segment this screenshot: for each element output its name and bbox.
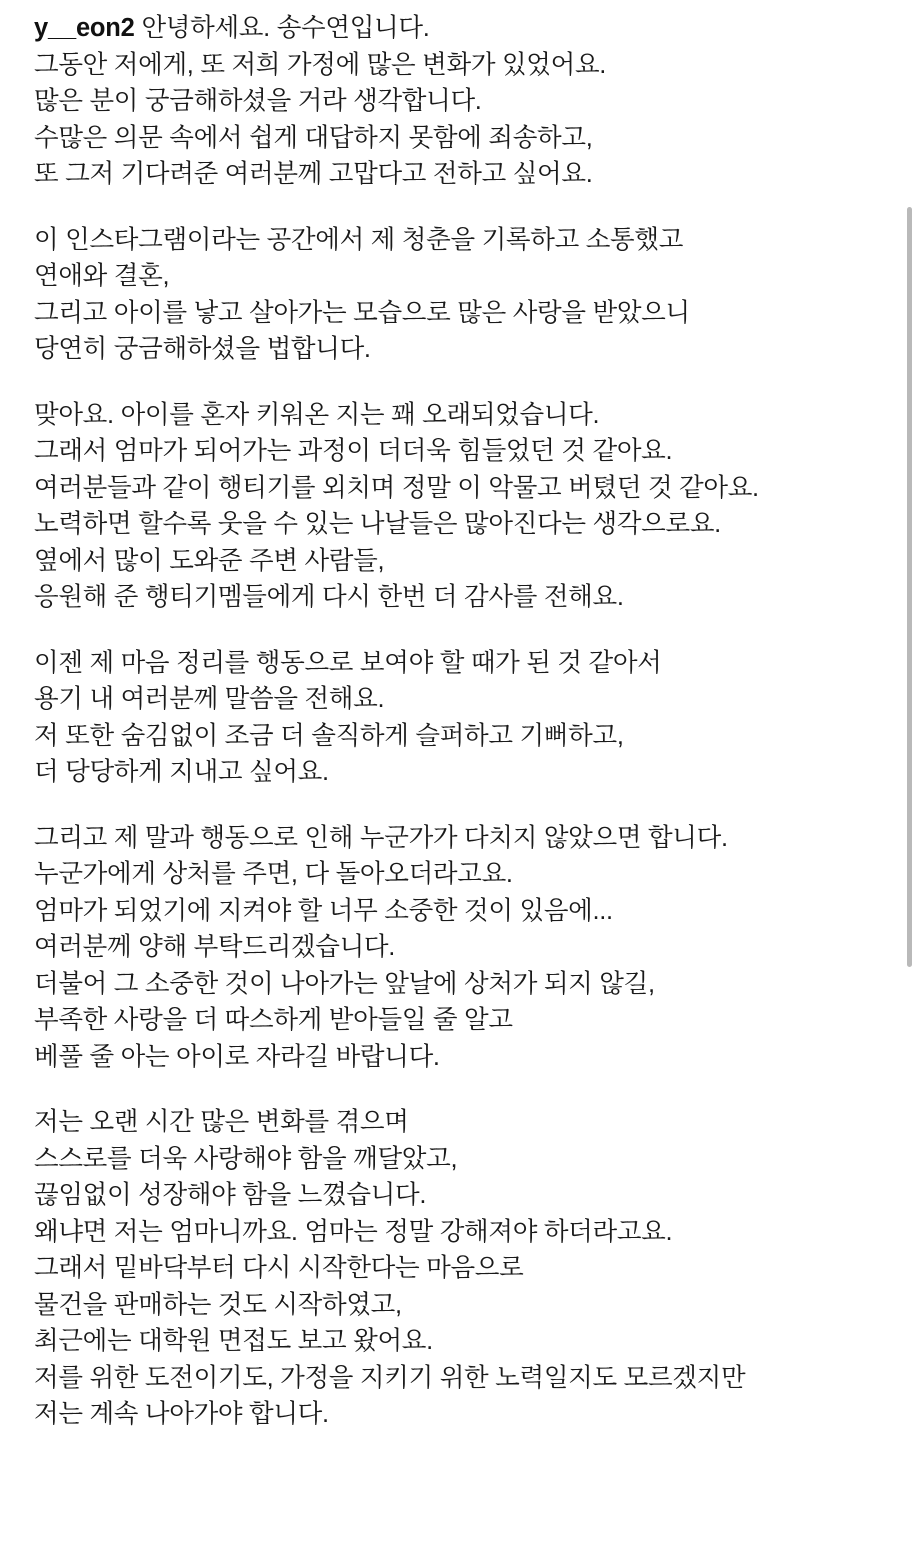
text-line: 스스로를 더욱 사랑해야 함을 깨달았고,	[34, 1144, 458, 1173]
text-line: 용기 내 여러분께 말씀을 전해요.	[34, 685, 385, 713]
text-line: 응원해 준 행티기멤들에게 다시 한번 더 감사를 전해요.	[34, 583, 624, 611]
text-line: 저는 오랜 시간 많은 변화를 겪으며	[34, 1108, 409, 1136]
text-line: 수많은 의문 속에서 쉽게 대답하지 못함에 죄송하고,	[34, 123, 593, 152]
text-line	[34, 10, 880, 47]
text-line: 저는 계속 나아가야 합니다.	[34, 1400, 329, 1428]
paragraph-spacer	[34, 1075, 880, 1104]
author-username[interactable]: y__eon2	[34, 14, 135, 42]
paragraph	[34, 10, 880, 193]
text-line: 끊임없이 성장해야 함을 느꼈습니다.	[34, 1181, 427, 1209]
paragraph-spacer	[34, 193, 880, 222]
paragraph-spacer	[34, 368, 880, 397]
text-line: 노력하면 할수록 웃을 수 있는 나날들은 많아진다는 생각으로요.	[34, 510, 721, 538]
text-line: 더불어 그 소중한 것이 나아가는 앞날에 상처가 되지 않길,	[34, 969, 655, 998]
text-line: 그동안 저에게, 또 저희 가정에 많은 변화가 있었어요.	[34, 50, 607, 79]
text-line: 그래서 밑바닥부터 다시 시작한다는 마음으로	[34, 1254, 524, 1282]
text-line: 엄마가 되었기에 지켜야 할 너무 소중한 것이 있음에...	[34, 896, 613, 925]
text-line: 저를 위한 도전이기도, 가정을 지키기 위한 노력일지도 모르겠지만	[34, 1363, 746, 1392]
text-line: 또 그저 기다려준 여러분께 고맙다고 전하고 싶어요.	[34, 160, 593, 188]
vertical-scrollbar-thumb[interactable]	[907, 207, 912, 967]
text-line: 최근에는 대학원 면접도 보고 왔어요.	[34, 1327, 433, 1355]
text-line: 옆에서 많이 도와준 주변 사람들,	[34, 546, 385, 575]
paragraph	[34, 222, 880, 368]
paragraph-spacer	[34, 616, 880, 645]
text-line: 당연히 궁금해하셨을 법합니다.	[34, 335, 371, 363]
paragraph	[34, 1104, 880, 1433]
paragraph	[34, 820, 880, 1076]
text-line: 이 인스타그램이라는 공간에서 제 청춘을 기록하고 소통했고	[34, 225, 684, 254]
text-line: 베풀 줄 아는 아이로 자라길 바랍니다.	[34, 1042, 440, 1071]
text-line: 그리고 제 말과 행동으로 인해 누군가가 다치지 않았으면 합니다.	[34, 823, 728, 852]
paragraph-spacer	[34, 791, 880, 820]
text-line: 여러분들과 같이 행티기를 외치며 정말 이 악물고 버텼던 것 같아요.	[34, 473, 759, 502]
text-line: 누군가에게 상처를 주면, 다 돌아오더라고요.	[34, 860, 513, 888]
text-line: 물건을 판매하는 것도 시작하였고,	[34, 1290, 402, 1319]
vertical-scrollbar-track[interactable]	[905, 0, 914, 1543]
text-line: 연애와 결혼,	[34, 262, 170, 290]
paragraph	[34, 645, 880, 791]
text-line-content: 안녕하세요. 송수연입니다.	[141, 14, 430, 42]
text-line: 저 또한 숨김없이 조금 더 솔직하게 슬퍼하고 기뻐하고,	[34, 721, 624, 750]
text-line: 이젠 제 마음 정리를 행동으로 보여야 할 때가 된 것 같아서	[34, 648, 662, 677]
text-line: 그리고 아이를 낳고 살아가는 모습으로 많은 사랑을 받았으니	[34, 298, 690, 327]
text-line: 여러분께 양해 부탁드리겠습니다.	[34, 933, 396, 961]
text-line: 맞아요. 아이를 혼자 키워온 지는 꽤 오래되었습니다.	[34, 400, 600, 429]
text-line: 그래서 엄마가 되어가는 과정이 더더욱 힘들었던 것 같아요.	[34, 437, 673, 465]
text-line: 부족한 사랑을 더 따스하게 받아들일 줄 알고	[34, 1006, 513, 1034]
text-line: 많은 분이 궁금해하셨을 거라 생각합니다.	[34, 87, 482, 115]
text-line: 왜냐면 저는 엄마니까요. 엄마는 정말 강해져야 하더라고요.	[34, 1217, 673, 1246]
text-line: 더 당당하게 지내고 싶어요.	[34, 758, 329, 786]
paragraph	[34, 397, 880, 616]
